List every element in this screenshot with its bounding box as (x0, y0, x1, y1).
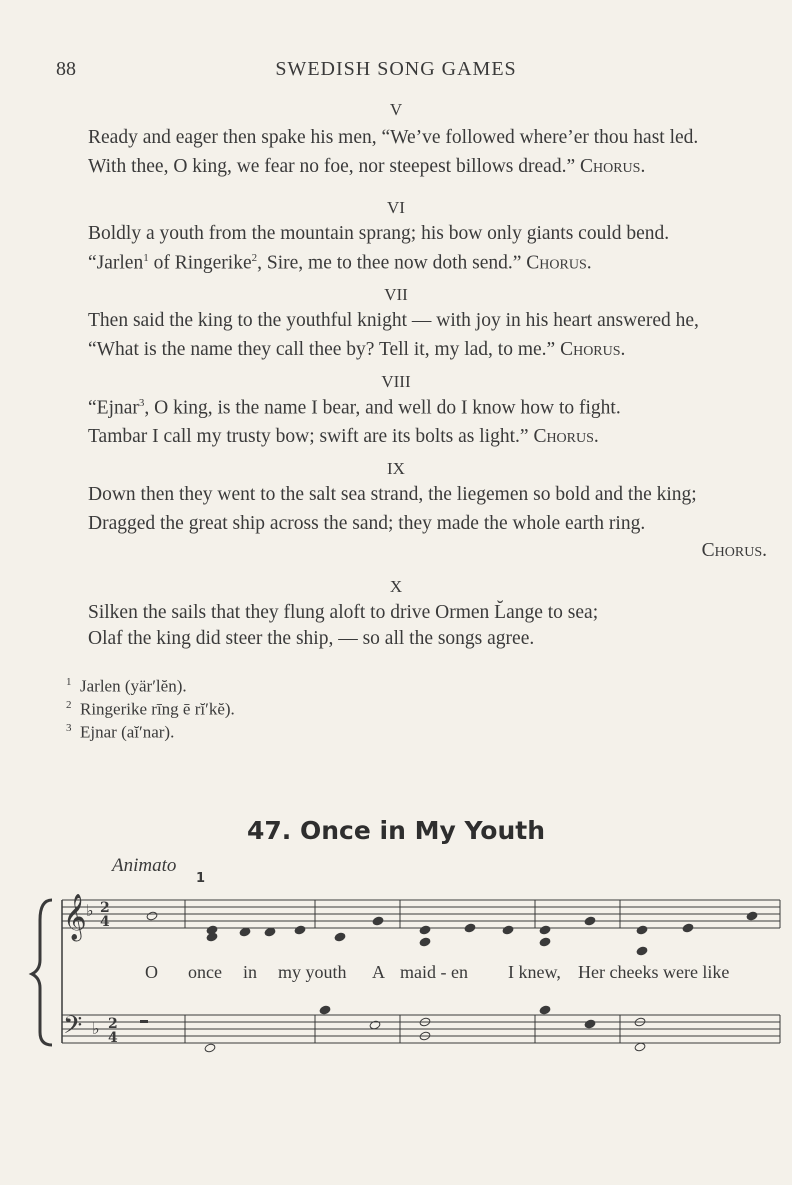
time-signature: 2 (100, 900, 110, 916)
footnote: $^2$ Ringerike rīng ē rĭ′kĕ). (66, 699, 235, 719)
time-signature: 4 (100, 914, 110, 930)
note (539, 1005, 551, 1015)
verse-line: Dragged the great ship across the sand; they made the whole earth ring. (88, 513, 646, 534)
bass-clef-icon: 𝄢 (63, 1011, 83, 1046)
note (146, 911, 158, 921)
tempo-marking: Animato (112, 855, 177, 876)
note (634, 1042, 646, 1052)
note (264, 927, 276, 937)
note (539, 925, 551, 935)
music-score (0, 860, 792, 1060)
treble-staff (62, 900, 780, 928)
stanza-number: V (389, 100, 403, 119)
note (539, 937, 551, 947)
verse-line: Ready and eager then spake his men, “We’ve followed where’er thou hast led. (88, 127, 699, 148)
chorus-marker: Chorus. (701, 540, 767, 561)
stanza-number: X (389, 577, 403, 596)
note (239, 927, 251, 937)
note (502, 925, 514, 935)
lyric-syllable: my youth (278, 962, 347, 982)
treble-clef-icon: 𝄞 (63, 894, 87, 940)
note (584, 916, 596, 926)
note (294, 925, 306, 935)
footnote: $^3$ Ejnar (aĭ′nar). (66, 722, 175, 742)
stanza-number: VII (384, 285, 408, 304)
rest-icon (140, 1020, 148, 1023)
lyric-syllable: I knew, (508, 962, 561, 982)
note (584, 1019, 596, 1029)
verse-line: Olaf the king did steer the ship, — so all the songs agree. (88, 628, 535, 649)
stanza-number: IX (387, 459, 405, 478)
verse-line: “Ejnar$^3$, O king, is the name I bear, and well do I know how to fight. (88, 397, 621, 419)
lyric-syllable: Her cheeks were like (578, 962, 730, 982)
page-number: 88 (56, 58, 76, 80)
note (372, 916, 384, 926)
lyric-syllable: in (243, 962, 258, 982)
flat-icon: ♭ (92, 1019, 100, 1038)
verse-line: Down then they went to the salt sea strand, the liegemen so bold and the king; (88, 484, 697, 505)
note (682, 923, 694, 933)
chorus-marker: Chorus. (526, 252, 592, 274)
treble-notes (146, 911, 758, 956)
chorus-marker: Chorus. (533, 426, 599, 447)
running-title: SWEDISH SONG GAMES (275, 58, 517, 80)
flat-icon: ♭ (86, 901, 94, 920)
verse-line: “Jarlen$^1$ of Ringerike$^2$, Sire, me to thee now doth send.” Chorus. (88, 252, 592, 274)
brace (32, 900, 52, 1045)
verse-line: Boldly a youth from the mountain sprang; his bow only giants could bend. (88, 223, 670, 244)
lyric-syllable: A (372, 962, 385, 982)
chorus-marker: Chorus. (560, 339, 626, 360)
note (204, 1043, 216, 1053)
time-signature: 4 (108, 1030, 118, 1046)
stanza-number: VIII (381, 372, 411, 391)
note (206, 932, 218, 942)
lyric-syllable: maid - en (400, 962, 468, 982)
stanza-number: VI (387, 198, 405, 217)
verse-line: Silken the sails that they flung aloft to drive Ormen L̆ange to sea; (88, 602, 599, 623)
footnote: $^1$ Jarlen (yär′lĕn). (66, 676, 187, 696)
lyric-syllable: once (188, 962, 222, 982)
note (636, 925, 648, 935)
verse-line: Tambar I call my trusty bow; swift are its bolts as light.” Chorus. (88, 426, 599, 447)
note (464, 923, 476, 933)
page-header (0, 58, 792, 82)
verse-line: With thee, O king, we fear no foe, nor steepest billows dread.” Chorus. (88, 156, 646, 177)
verse-line: “What is the name they call thee by? Tell it, my lad, to me.” Chorus. (88, 339, 626, 360)
note (419, 937, 431, 947)
note (334, 932, 346, 942)
note (636, 946, 648, 956)
time-signature: 2 (108, 1016, 118, 1032)
note (746, 911, 758, 921)
verse-line: Then said the king to the youthful knight — with joy in his heart answered he, (88, 310, 699, 331)
lyric-syllable: O (145, 962, 158, 982)
note (419, 925, 431, 935)
song-title: 47. Once in My Youth (247, 816, 545, 845)
chorus-marker: Chorus. (579, 156, 646, 177)
measure-number: 1 (196, 871, 206, 886)
note (319, 1005, 331, 1015)
